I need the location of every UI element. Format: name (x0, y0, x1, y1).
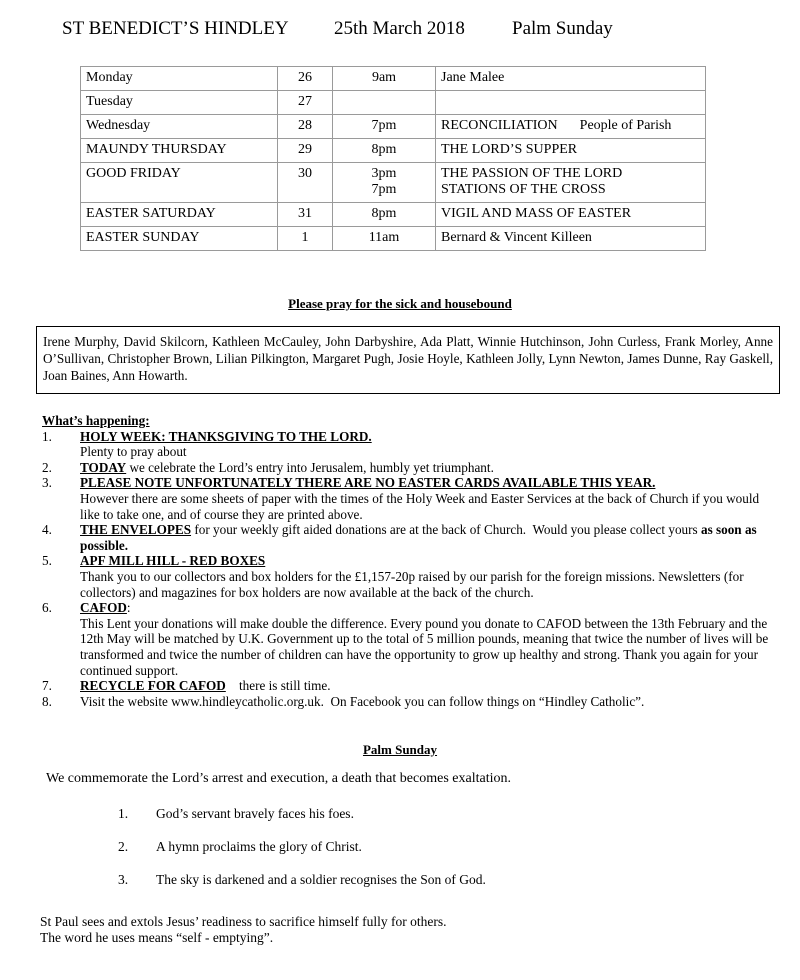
item-number: 8. (42, 693, 52, 709)
item-line (80, 522, 782, 553)
item-line (80, 553, 782, 569)
palm-point (118, 806, 486, 839)
item-line (80, 429, 782, 445)
schedule-time: 3pm 7pm (333, 163, 436, 203)
schedule-intention (436, 139, 706, 163)
schedule-intention (436, 203, 706, 227)
palm-point (118, 839, 486, 872)
item-number: 4. (42, 522, 52, 538)
item-body (80, 460, 782, 476)
palm-sunday-intro: We commemorate the Lord’s arrest and execution, a death that becomes exaltation. (46, 771, 511, 786)
item-line (80, 678, 782, 694)
schedule-day: Wednesday (81, 115, 278, 139)
item-body (80, 678, 782, 694)
item-number: 6. (42, 600, 52, 616)
schedule-day: MAUNDY THURSDAY (81, 139, 278, 163)
happening-item (42, 553, 782, 600)
schedule-time: 7pm (333, 115, 436, 139)
item-heading: APF MILL HILL - RED BOXES (80, 553, 266, 569)
item-number: 7. (42, 678, 52, 694)
item-detail: However there are some sheets of paper with the times of the Holy Week and Easter Services at the back of Church if you would like to take one, and of course they are printed above. (80, 490, 760, 522)
item-heading: RECYCLE FOR CAFOD (80, 678, 226, 694)
item-line (80, 460, 782, 476)
palm-point-number: 2. (118, 839, 129, 854)
item-line (80, 694, 782, 710)
item-heading: CAFOD (80, 600, 127, 616)
schedule-day: EASTER SATURDAY (81, 203, 278, 227)
schedule-row (81, 203, 706, 227)
item-number: 2. (42, 459, 52, 475)
item-number: 1. (42, 428, 52, 444)
item-number: 3. (42, 475, 52, 491)
happening-item (42, 522, 782, 553)
palm-point-text: God’s servant bravely faces his foes. (156, 806, 354, 821)
schedule-intention (436, 91, 706, 115)
schedule-time: 9am (333, 67, 436, 91)
pray-title: Please pray for the sick and housebound (288, 296, 512, 311)
schedule-intention (436, 67, 706, 91)
schedule-row (81, 115, 706, 139)
item-heading: PLEASE NOTE UNFORTUNATELY THERE ARE NO EASTER CARDS AVAILABLE THIS YEAR. (80, 475, 656, 491)
palm-point (118, 872, 486, 905)
item-text: we celebrate the Lord’s entry into Jerusalem, humbly yet triumphant. (126, 459, 494, 475)
schedule-date-number: 28 (278, 115, 333, 139)
item-text: : (126, 600, 131, 616)
mass-schedule-table (80, 66, 706, 251)
schedule-row (81, 227, 706, 251)
item-detail: Plenty to pray about (80, 444, 187, 460)
schedule-date-number: 1 (278, 227, 333, 251)
schedule-row (81, 67, 706, 91)
schedule-intention (436, 163, 706, 203)
schedule-event: VIGIL AND MASS OF EASTER (441, 206, 632, 221)
schedule-day: Tuesday (81, 91, 278, 115)
happening-item (42, 678, 782, 694)
schedule-time: 8pm (333, 139, 436, 163)
palm-sunday-points (118, 806, 486, 905)
palm-point-number: 3. (118, 872, 129, 887)
item-heading: HOLY WEEK: THANKSGIVING TO THE LORD. (80, 428, 372, 444)
happening-item (42, 429, 782, 460)
schedule-event: THE PASSION OF THE LORD STATIONS OF THE CROSS (441, 166, 623, 197)
schedule-date-number: 27 (278, 91, 333, 115)
item-body (80, 429, 782, 460)
sick-list-box (36, 326, 780, 394)
schedule-day: Monday (81, 67, 278, 91)
item-detail: Thank you to our collectors and box holders for the £1,157-20p raised by our parish for the foreign missions. Newsletters (for collectors) and magazines for box holders are now available at the back of the church. (80, 568, 744, 600)
item-detail: This Lent your donations will make double the difference. Every pound you donate to CAFOD between the 13th February and the 12th May will be matched by U.K. Government up to the total of 5 million pounds, meaning that twice the number of lives will be transformed and twice the number of children can have the opportunity to grow up healthy and strong. Thank you again for your continued support. (80, 615, 769, 678)
palm-point-text: The sky is darkened and a soldier recognises the Son of God. (156, 872, 486, 887)
happening-item (42, 460, 782, 476)
schedule-intention (436, 115, 706, 139)
schedule-row (81, 163, 706, 203)
schedule-day: EASTER SUNDAY (81, 227, 278, 251)
schedule-intention (436, 227, 706, 251)
happening-item (42, 475, 782, 522)
parish-name: ST BENEDICT’S HINDLEY (62, 18, 289, 39)
schedule-event: RECONCILIATION (441, 118, 558, 133)
schedule-time (333, 91, 436, 115)
schedule-time: 11am (333, 227, 436, 251)
schedule-date-number: 31 (278, 203, 333, 227)
schedule-date-number: 30 (278, 163, 333, 203)
sick-names: Irene Murphy, David Skilcorn, Kathleen McCauley, John Darbyshire, Ada Platt, Winnie Hutchinson, John Curless, Frank Morley, Anne O’Sullivan, Christopher Brown, Lilian Pilkington, Margaret Pugh, Josie Hoyle, Kathleen Jolly, Lynn Newton, James Dunne, Ray Gaskell, Joan Baines, Ann Howarth. (43, 334, 773, 383)
item-text: for your weekly gift aided donations are at the back of Church. Would you please collect yours (191, 522, 701, 538)
schedule-date-number: 29 (278, 139, 333, 163)
item-body (80, 475, 782, 522)
item-line (80, 475, 782, 491)
item-body (80, 522, 782, 553)
schedule-time: 8pm (333, 203, 436, 227)
item-body (80, 694, 782, 710)
item-body (80, 553, 782, 600)
schedule-event: Jane Malee (441, 70, 505, 85)
schedule-day: GOOD FRIDAY (81, 163, 278, 203)
palm-point-number: 1. (118, 806, 129, 821)
closing-line-1: St Paul sees and extols Jesus’ readiness to sacrifice himself fully for others. (40, 914, 447, 929)
schedule-event: THE LORD’S SUPPER (441, 142, 578, 157)
schedule-row (81, 91, 706, 115)
closing-line-2: The word he uses means “self - emptying”. (40, 930, 274, 945)
item-body (80, 600, 782, 678)
item-emphasis: as soon as possible. (80, 522, 757, 553)
schedule-event-note: People of Parish (579, 118, 672, 133)
item-text: there is still time. (225, 678, 331, 694)
schedule-row (81, 139, 706, 163)
whats-happening-title: What’s happening: (42, 413, 150, 428)
liturgical-occasion: Palm Sunday (512, 18, 613, 39)
happening-item (42, 694, 782, 710)
item-heading: THE ENVELOPES (80, 522, 192, 538)
newsletter-header (62, 18, 613, 40)
schedule-event: Bernard & Vincent Killeen (441, 230, 592, 245)
whats-happening-section (42, 413, 782, 709)
closing-text (40, 914, 447, 946)
item-heading: TODAY (80, 459, 127, 475)
happening-item (42, 600, 782, 678)
item-line (80, 600, 782, 616)
palm-point-text: A hymn proclaims the glory of Christ. (156, 839, 362, 854)
newsletter-date: 25th March 2018 (334, 18, 465, 39)
palm-sunday-title: Palm Sunday (362, 742, 438, 757)
item-number: 5. (42, 553, 52, 569)
item-text: Visit the website www.hindleycatholic.org.uk. On Facebook you can follow things on “Hindley Catholic”. (80, 693, 645, 709)
schedule-date-number: 26 (278, 67, 333, 91)
